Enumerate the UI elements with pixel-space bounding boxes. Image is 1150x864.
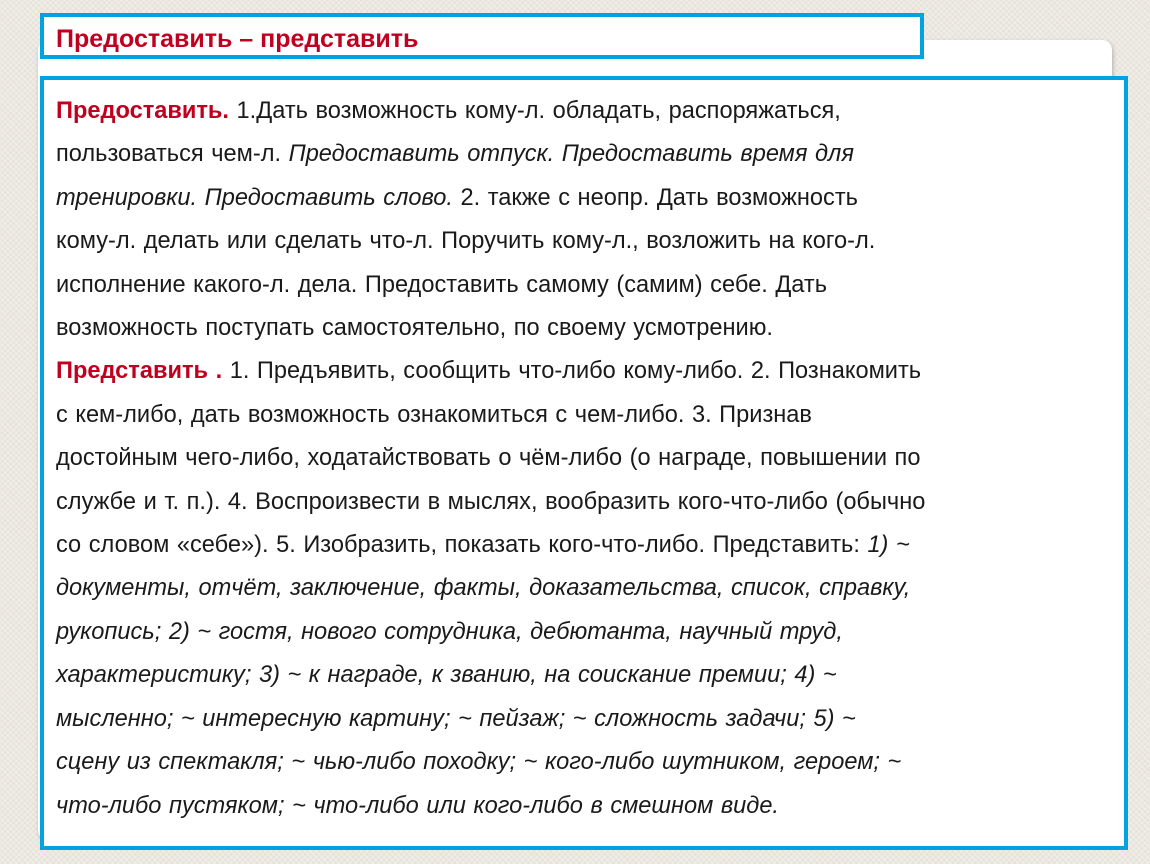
text-line [56, 567, 1114, 610]
definition-segment: достойным чего-либо, ходатайствовать о чём-либо (о награде, повышении по [56, 445, 921, 472]
definition-segment: с кем-либо, дать возможность ознакомиться с чем-либо. 3. Признав [56, 401, 812, 428]
text-line [56, 307, 1114, 350]
text-line [56, 654, 1114, 697]
text-line [56, 264, 1114, 307]
example-text: сцену из спектакля; ~ чью-либо походку; ~ кого-либо шутником, героем; ~ [56, 749, 902, 776]
text-line [56, 90, 1114, 133]
text-line [56, 133, 1114, 176]
definition-segment: возможность поступать самостоятельно, по своему усмотрению. [56, 315, 773, 342]
definition-segment: службе и т. п.). 4. Воспроизвести в мыслях, вообразить кого-что-либо (обычно [56, 488, 926, 515]
slide-title-box [40, 13, 924, 59]
example-text: характеристику; 3) ~ к награде, к званию, на соискание премии; 4) ~ [56, 662, 837, 689]
example-text: рукопись; 2) ~ гостя, нового сотрудника, дебютанта, научный труд, [56, 618, 843, 645]
example-text: документы, отчёт, заключение, факты, доказательства, список, справку, [56, 575, 911, 602]
definition-segment: 1.Дать возможность кому-л. обладать, распоряжаться, [229, 98, 841, 124]
example-text: что-либо пустяком; ~ что-либо или кого-либо в смешном виде. [56, 792, 779, 819]
definition-segment: 2. также с неопр. Дать возможность [452, 184, 858, 211]
text-line [56, 437, 1114, 480]
text-line [56, 741, 1114, 784]
definition-segment: 1. Предъявить, сообщить что-либо кому-либо. 2. Познакомить [222, 358, 922, 385]
text-line [56, 698, 1114, 741]
definition-segment: пользоваться чем-л. [56, 141, 289, 168]
example-text: Предоставить отпуск. Предоставить время для [288, 141, 854, 168]
definition-segment: со словом «себе»). 5. Изобразить, показать кого-что-либо. Представить: [56, 532, 868, 559]
text-line [56, 611, 1114, 654]
slide-title: Предоставить – представить [56, 25, 419, 53]
term-heading: Предоставить. [56, 98, 229, 124]
definition-segment: кому-л. делать или сделать что-л. Поручить кому-л., возложить на кого-л. [56, 228, 876, 255]
text-line [56, 220, 1114, 263]
definition-text-box [40, 76, 1128, 850]
definition-text [56, 90, 1114, 828]
example-text: 1) ~ [867, 532, 910, 559]
text-line [56, 394, 1114, 437]
text-line [56, 524, 1114, 567]
text-line [56, 350, 1114, 393]
definition-segment: исполнение какого-л. дела. Предоставить самому (самим) себе. Дать [56, 271, 827, 298]
example-text: тренировки. Предоставить слово. [56, 184, 453, 211]
text-line [56, 481, 1114, 524]
text-line [56, 177, 1114, 220]
example-text: мысленно; ~ интересную картину; ~ пейзаж; ~ сложность задачи; 5) ~ [56, 705, 856, 732]
term-heading: Представить . [56, 358, 223, 385]
text-line [56, 785, 1114, 828]
